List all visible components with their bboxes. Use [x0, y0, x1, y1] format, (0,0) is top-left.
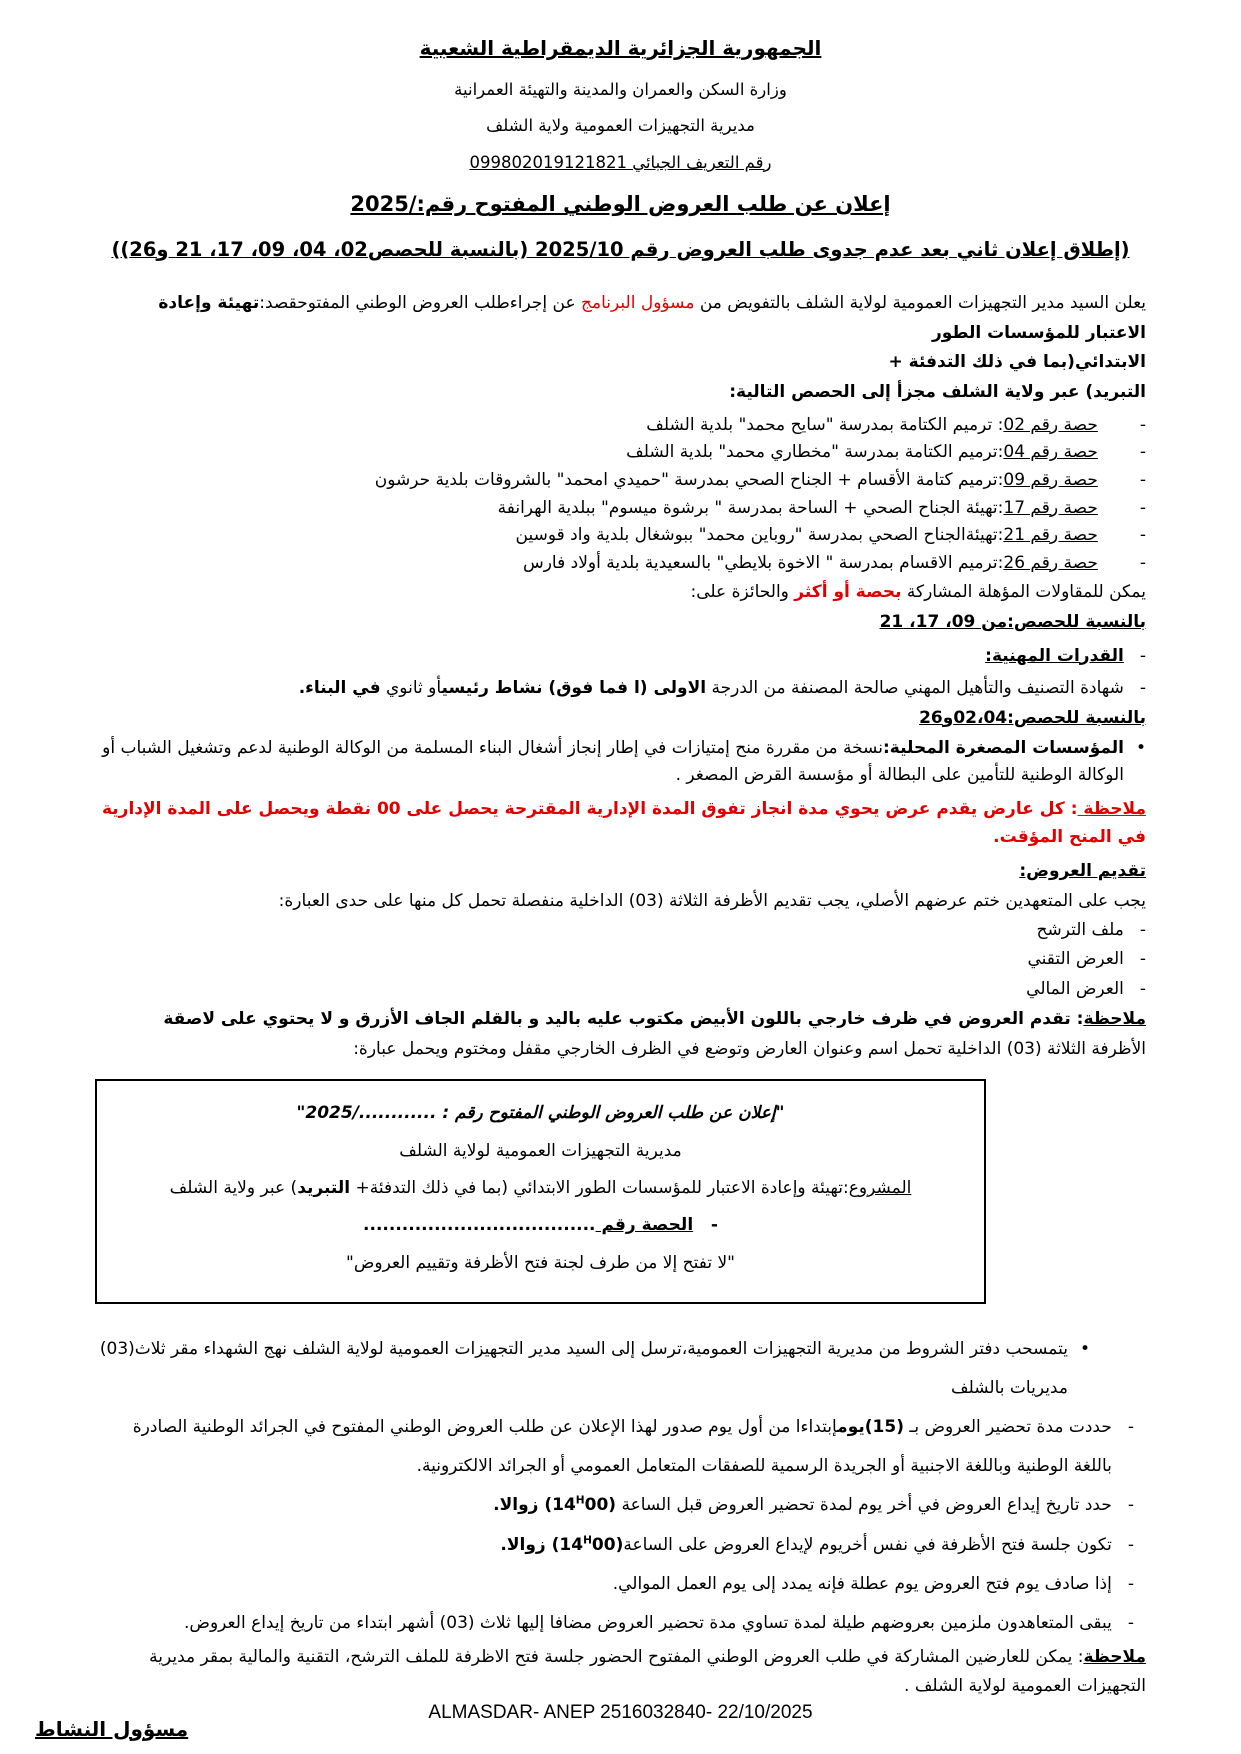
lot-item-09: [95, 467, 1146, 495]
offer-validity-item: [95, 1604, 1134, 1643]
micro-enterprises-label: المؤسسات المصغرة المحلية:: [882, 738, 1124, 759]
lot-label: حصة رقم 09: [1003, 470, 1098, 491]
holiday-postponement-item: [95, 1565, 1134, 1604]
lot-item-21: [95, 522, 1146, 550]
lot-desc: :تهيئةالجناح الصحي بمدرسة "روباين محمد" ببوشغال بلدية واد قوسين: [515, 525, 1004, 546]
envelope-item-technical: [95, 946, 1146, 973]
outer-envelope-note: ملاحظة: تقدم العروض في ظرف خارجي باللون الأبيض مكتوب عليه باليد و بالقلم الجاف الأزرق و لا يحتوي على لاصقة: [163, 1008, 1146, 1029]
lot-item-17: [95, 495, 1146, 523]
lot-text: [516, 522, 1098, 550]
lots-group-1-heading: بالنسبة للحصص:من 09، 17، 21: [879, 612, 1146, 633]
envelope-item-application: [95, 917, 1146, 944]
intro-text-1: يعلن السيد مدير التجهيزات العمومية لولاية الشلف بالتفويض من: [694, 292, 1146, 313]
lot-label: حصة رقم 02: [1003, 414, 1098, 435]
lot-text: [523, 550, 1098, 578]
dash-marker: -: [1139, 442, 1146, 463]
deadline-time-value: $(14^H00)$: [544, 1494, 617, 1516]
submission-heading: تقديم العروض:: [1019, 860, 1146, 881]
opening-time-value: $(14^H00)$: [551, 1533, 624, 1555]
lot-desc: :تهيئة الجناح الصحي + الساحة بمدرسة " برشوة ميسوم" ببلدية الهرانفة: [497, 497, 1004, 518]
envelope-item-financial: [95, 976, 1146, 1003]
lots-list: [95, 412, 1146, 577]
preparation-period-item: [95, 1408, 1134, 1486]
admin-duration-note: ملاحظة : كل عارض يقدم عرض يحوي مدة انجاز تفوق المدة الإدارية المقترحة يحصل على 00 نقطة ويحصل على المدة الإدارية في المنح المؤقت.: [101, 799, 1146, 847]
box-directorate-line: مديرية التجهيزات العمومية لولاية الشلف: [399, 1140, 682, 1161]
dash-marker: -: [1139, 978, 1146, 999]
program-official-text: مسؤول البرنامج: [581, 292, 695, 313]
dash-marker: -: [1139, 414, 1146, 435]
professional-capacities-heading: القدرات المهنية:: [985, 645, 1124, 666]
eligibility-intro: يمكن للمقاولات المؤهلة المشاركة بحصة أو أكثر والحائزة على:: [690, 582, 1146, 603]
lot-item-26: [95, 550, 1146, 578]
lot-label: حصة رقم 04: [1003, 442, 1098, 463]
note-label: ملاحظة: [1077, 799, 1146, 820]
lot-desc: :ترميم كتامة الأقسام + الجناح الصحي بمدرسة "حميدي امحمد" بالشروقات بلدية حرشون: [374, 470, 1004, 491]
envelope-label: العرض التقني: [1027, 949, 1124, 970]
project-object-line-3: التبريد) عبر ولاية الشلف مجزأ إلى الحصص التالية:: [729, 382, 1146, 403]
project-object-line-2: الابتدائي(بما في ذلك التدفئة +: [888, 352, 1146, 373]
lot-label: حصة رقم 17: [1003, 497, 1098, 518]
envelope-inscription-box: [95, 1079, 986, 1304]
deposit-deadline-item: [95, 1486, 1134, 1525]
signature-activity-official: مسؤول النشاط: [35, 1716, 189, 1741]
dash-marker: -: [1139, 949, 1146, 970]
lot-item-04: [95, 439, 1146, 467]
dash-marker: -: [1139, 645, 1146, 666]
preparation-period-text: حددت مدة تحضير العروض بـ (15)يومإبتداءا من أول يوم صدور لهذا الإعلان عن طلب العروض الوطني المفتوح في الجرائد الوطنية الصادرة باللغة الوطنية وباللغة الاجنبية أو الجريدة الرسمية للصفقات المتعامل العمومي أو الجرائد الالكترونية.: [132, 1417, 1112, 1477]
envelope-label: ملف الترشح: [1036, 920, 1124, 941]
lot-text: [646, 412, 1098, 440]
opening-session-text: تكون جلسة فتح الأظرفة في نفس أخريوم لإيداع العروض على $الساعة(14^H00)$ زوالا.: [500, 1533, 1112, 1555]
note-label: ملاحظة: [1083, 1646, 1146, 1667]
bullet-marker: •: [1079, 1339, 1090, 1360]
dash-marker: -: [1139, 677, 1146, 698]
dash-marker: -: [1127, 1534, 1134, 1555]
terms-list: [95, 1330, 1146, 1643]
notice-title: إعلان عن طلب العروض الوطني المفتوح رقم:/2025: [350, 192, 891, 217]
deposit-deadline-text: حدد تاريخ إيداع العروض في أخر يوم لمدة تحضير العروض قبل الساعة $(14^H00)$ زوالا.: [493, 1494, 1112, 1516]
intro-text-2: عن إجراءطلب العروض الوطني المفتوحقصد:: [259, 292, 582, 313]
opening-session-item: [95, 1526, 1134, 1565]
dash-marker: -: [1127, 1612, 1134, 1633]
dash-marker: -: [1139, 920, 1146, 941]
box-warning-line: "لا تفتح إلا من طرف لجنة فتح الأظرفة وتقييم العروض": [346, 1252, 735, 1273]
professional-capacities-item: [95, 640, 1146, 673]
lot-label: حصة رقم 26: [1003, 552, 1098, 573]
dash-marker: -: [1127, 1495, 1134, 1516]
note-label: ملاحظة: [1083, 1008, 1146, 1029]
offer-validity-text: يبقى المتعاهدون ملزمين بعروضهم طيلة لمدة تساوي مدة تحضير العروض مضافا إليها ثلاث (03) أشهر ابتداء من تاريخ إيداع العروض.: [184, 1612, 1112, 1633]
dash-marker: -: [1139, 497, 1146, 518]
project-object-line-1: تهيئة وإعادة الاعتبار للمؤسسات الطور: [158, 292, 1146, 343]
lots-group-2-heading: بالنسبة للحصص:02،04و26: [919, 707, 1146, 728]
lot-desc: : ترميم الكتامة بمدرسة "سايح محمد" بلدية الشلف: [646, 414, 1004, 435]
lot-label: حصة رقم 21: [1003, 525, 1098, 546]
one-or-more-lots-highlight: بحصة أو أكثر: [794, 582, 902, 603]
lot-desc: :ترميم الاقسام بمدرسة " الاخوة بلايطي" بالسعيدية بلدية أولاد فارس: [522, 552, 1004, 573]
classification-certificate-text: شهادة التصنيف والتأهيل المهني صالحة المصنفة من الدرجة الاولى (ا فما فوق) نشاط رئيسيأو ثانوي في البناء.: [298, 677, 1124, 698]
box-lot-number-line: - الحصة رقم ....................................: [363, 1215, 718, 1236]
notice-subtitle: (إطلاق إعلان ثاني بعد عدم جدوى طلب العروض رقم 2025/10 (بالنسبة للحصص02، 04، 09، 17، 21 و26)): [111, 237, 1130, 261]
tax-id-line: رقم التعريف الجبائي 099802019121821: [469, 152, 772, 172]
directorate-line: مديرية التجهيزات العمومية ولاية الشلف: [486, 116, 755, 136]
holiday-postponement-text: إذا صادف يوم فتح العروض يوم عطلة فإنه يمدد إلى يوم العمل الموالي.: [612, 1573, 1112, 1594]
lot-text: [498, 495, 1098, 523]
dash-marker: -: [1139, 525, 1146, 546]
inner-envelopes-line: الأظرفة الثلاثة (03) الداخلية تحمل اسم وعنوان العارض وتوضع في الظرف الخارجي مقفل ومختوم ويحمل عبارة:: [353, 1038, 1146, 1059]
dash-marker: -: [1127, 1417, 1134, 1438]
lot-desc: :ترميم الكتامة بمدرسة "مخطاري محمد" بلدية الشلف: [626, 442, 1004, 463]
lot-item-02: [95, 412, 1146, 440]
box-title-line: "إعلان عن طلب العروض الوطني المفتوح رقم : ............/2025": [296, 1103, 785, 1124]
dash-marker: -: [1139, 552, 1146, 573]
micro-enterprises-item: [95, 735, 1146, 789]
lot-text: [375, 467, 1098, 495]
ministry-line: وزارة السكن والعمران والمدينة والتهيئة العمرانية: [454, 80, 787, 99]
bullet-marker: •: [1135, 738, 1146, 759]
classification-certificate-item: [95, 675, 1146, 702]
terms-withdrawal-item: [95, 1330, 1090, 1408]
dash-marker: -: [1139, 470, 1146, 491]
country-title: الجمهورية الجزائرية الديمقراطية الشعبية: [419, 36, 822, 60]
lot-text: [626, 439, 1098, 467]
submission-intro: يجب على المتعهدين ختم عرضهم الأصلي، يجب تقديم الأظرفة الثلاثة (03) الداخلية منفصلة تحمل كل منها على حدى العبارة:: [278, 891, 1146, 912]
micro-enterprises-text: المؤسسات المصغرة المحلية:نسخة من مقررة منح إمتيازات في إطار إنجاز أشغال البناء المسلمة من الوكالة الوطنية لدعم وتشغيل الشباب أو الوكالة الوطنية للتأمين على البطالة أو مؤسسة القرض المصغر .: [102, 738, 1124, 786]
footer-credit: ALMASDAR- ANEP 2516032840- 22/10/2025: [428, 1701, 813, 1723]
final-note: ملاحظة: يمكن للعارضين المشاركة في طلب العروض الوطني المفتوح الحضور جلسة فتح الاظرفة للملف الترشح، التقنية والمالية بمقر مديرية التجهيزات العمومية لولاية الشلف .: [149, 1646, 1146, 1696]
terms-withdrawal-text: يتمسحب دفتر الشروط من مديرية التجهيزات العمومية،ترسل إلى السيد مدير التجهيزات العمومية لولاية الشلف نهج الشهداء مقر ثلاث(03) مديريات بالشلف: [99, 1339, 1068, 1399]
intro-paragraph: [95, 289, 1146, 408]
dash-marker: -: [1127, 1573, 1134, 1594]
box-project-line: المشروع:تهيئة وإعادة الاعتبار للمؤسسات الطور الابتدائي (بما في ذلك التدفئة+ التبريد) عبر ولاية الشلف: [169, 1177, 912, 1198]
dash-marker: -: [710, 1215, 718, 1236]
envelope-label: العرض المالي: [1026, 978, 1124, 999]
